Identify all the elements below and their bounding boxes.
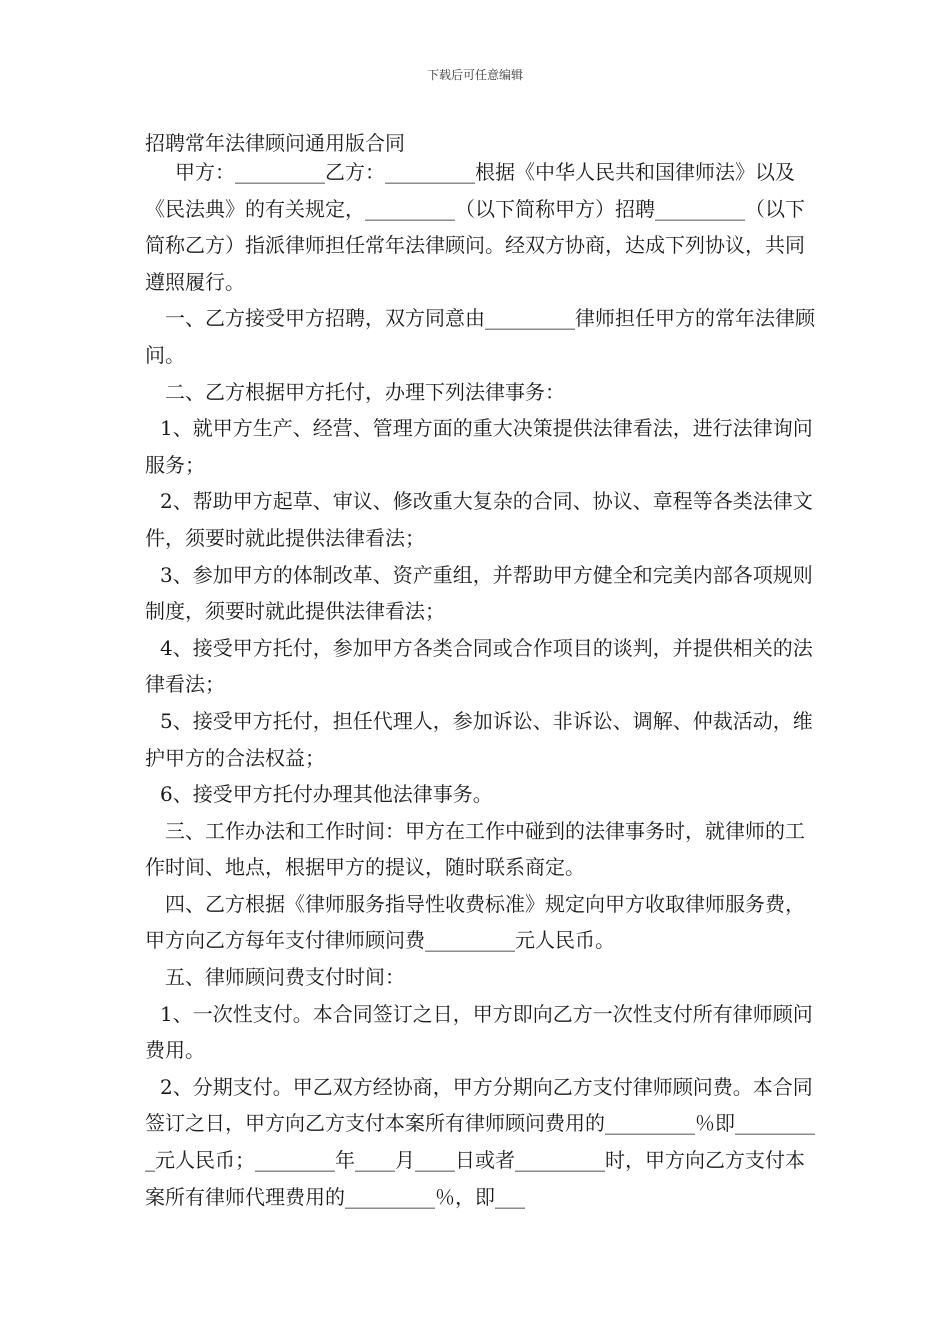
paragraph-5-2: 2、分期支付。甲乙双方经协商，甲方分期向乙方支付律师顾问费。本合同签订之日，甲方向乙方支付本案所有律师顾问费用的_________％即_________元人民币；________年____月____日或者_________时，甲方向乙方支付本案所有律师代理费用的_________％，即___ <box>145 1074 815 1209</box>
paragraph-5: 五、律师顾问费支付时间： <box>165 965 405 990</box>
paragraph-2-4: 4、接受甲方托付，参加甲方各类合同或合作项目的谈判，并提供相关的法律看法； <box>145 635 813 697</box>
paragraph-2-3: 3、参加甲方的体制改革、资产重组，并帮助甲方健全和完美内部各项规则制度，须要时就此提供法律看法； <box>145 562 813 624</box>
header-note: 下载后可任意编辑 <box>426 68 523 82</box>
paragraph-1: 一、乙方接受甲方招聘，双方同意由_________律师担任甲方的常年法律顾问。 <box>145 306 815 367</box>
paragraph-4: 四、乙方根据《律师服务指导性收费标准》规定向甲方收取律师服务费，甲方向乙方每年支付律师顾问费_________元人民币。 <box>145 891 805 953</box>
paragraph-2-2: 2、帮助甲方起草、审议、修改重大复杂的合同、协议、章程等各类法律文件，须要时就此提供法律看法； <box>145 489 813 550</box>
paragraph-intro: 甲方：_________乙方：_________根据《中华人民共和国律师法》以及《民法典》的有关规定，_________（以下简称甲方）招聘_________（以下简称乙方）指派律师担任常年法律顾问。经双方协商，达成下列协议，共同遵照履行。 <box>145 160 805 294</box>
paragraph-2-1: 1、就甲方生产、经营、管理方面的重大决策提供法律看法，进行法律询问服务； <box>145 416 813 477</box>
paragraph-2-5: 5、接受甲方托付，担任代理人，参加诉讼、非诉讼、调解、仲裁活动，维护甲方的合法权益； <box>145 708 813 770</box>
paragraph-2-6: 6、接受甲方托付办理其他法律事务。 <box>160 782 493 807</box>
document-body <box>145 154 817 1215</box>
paragraph-3: 三、工作办法和工作时间：甲方在工作中碰到的法律事务时，就律师的工作时间、地点，根据甲方的提议，随时联系商定。 <box>145 818 805 880</box>
document-title: 招聘常年法律顾问通用版合同 <box>145 131 405 155</box>
paragraph-5-1: 1、一次性支付。本合同签订之日，甲方即向乙方一次性支付所有律师顾问费用。 <box>145 1001 813 1063</box>
paragraph-2: 二、乙方根据甲方托付，办理下列法律事务： <box>165 379 565 404</box>
